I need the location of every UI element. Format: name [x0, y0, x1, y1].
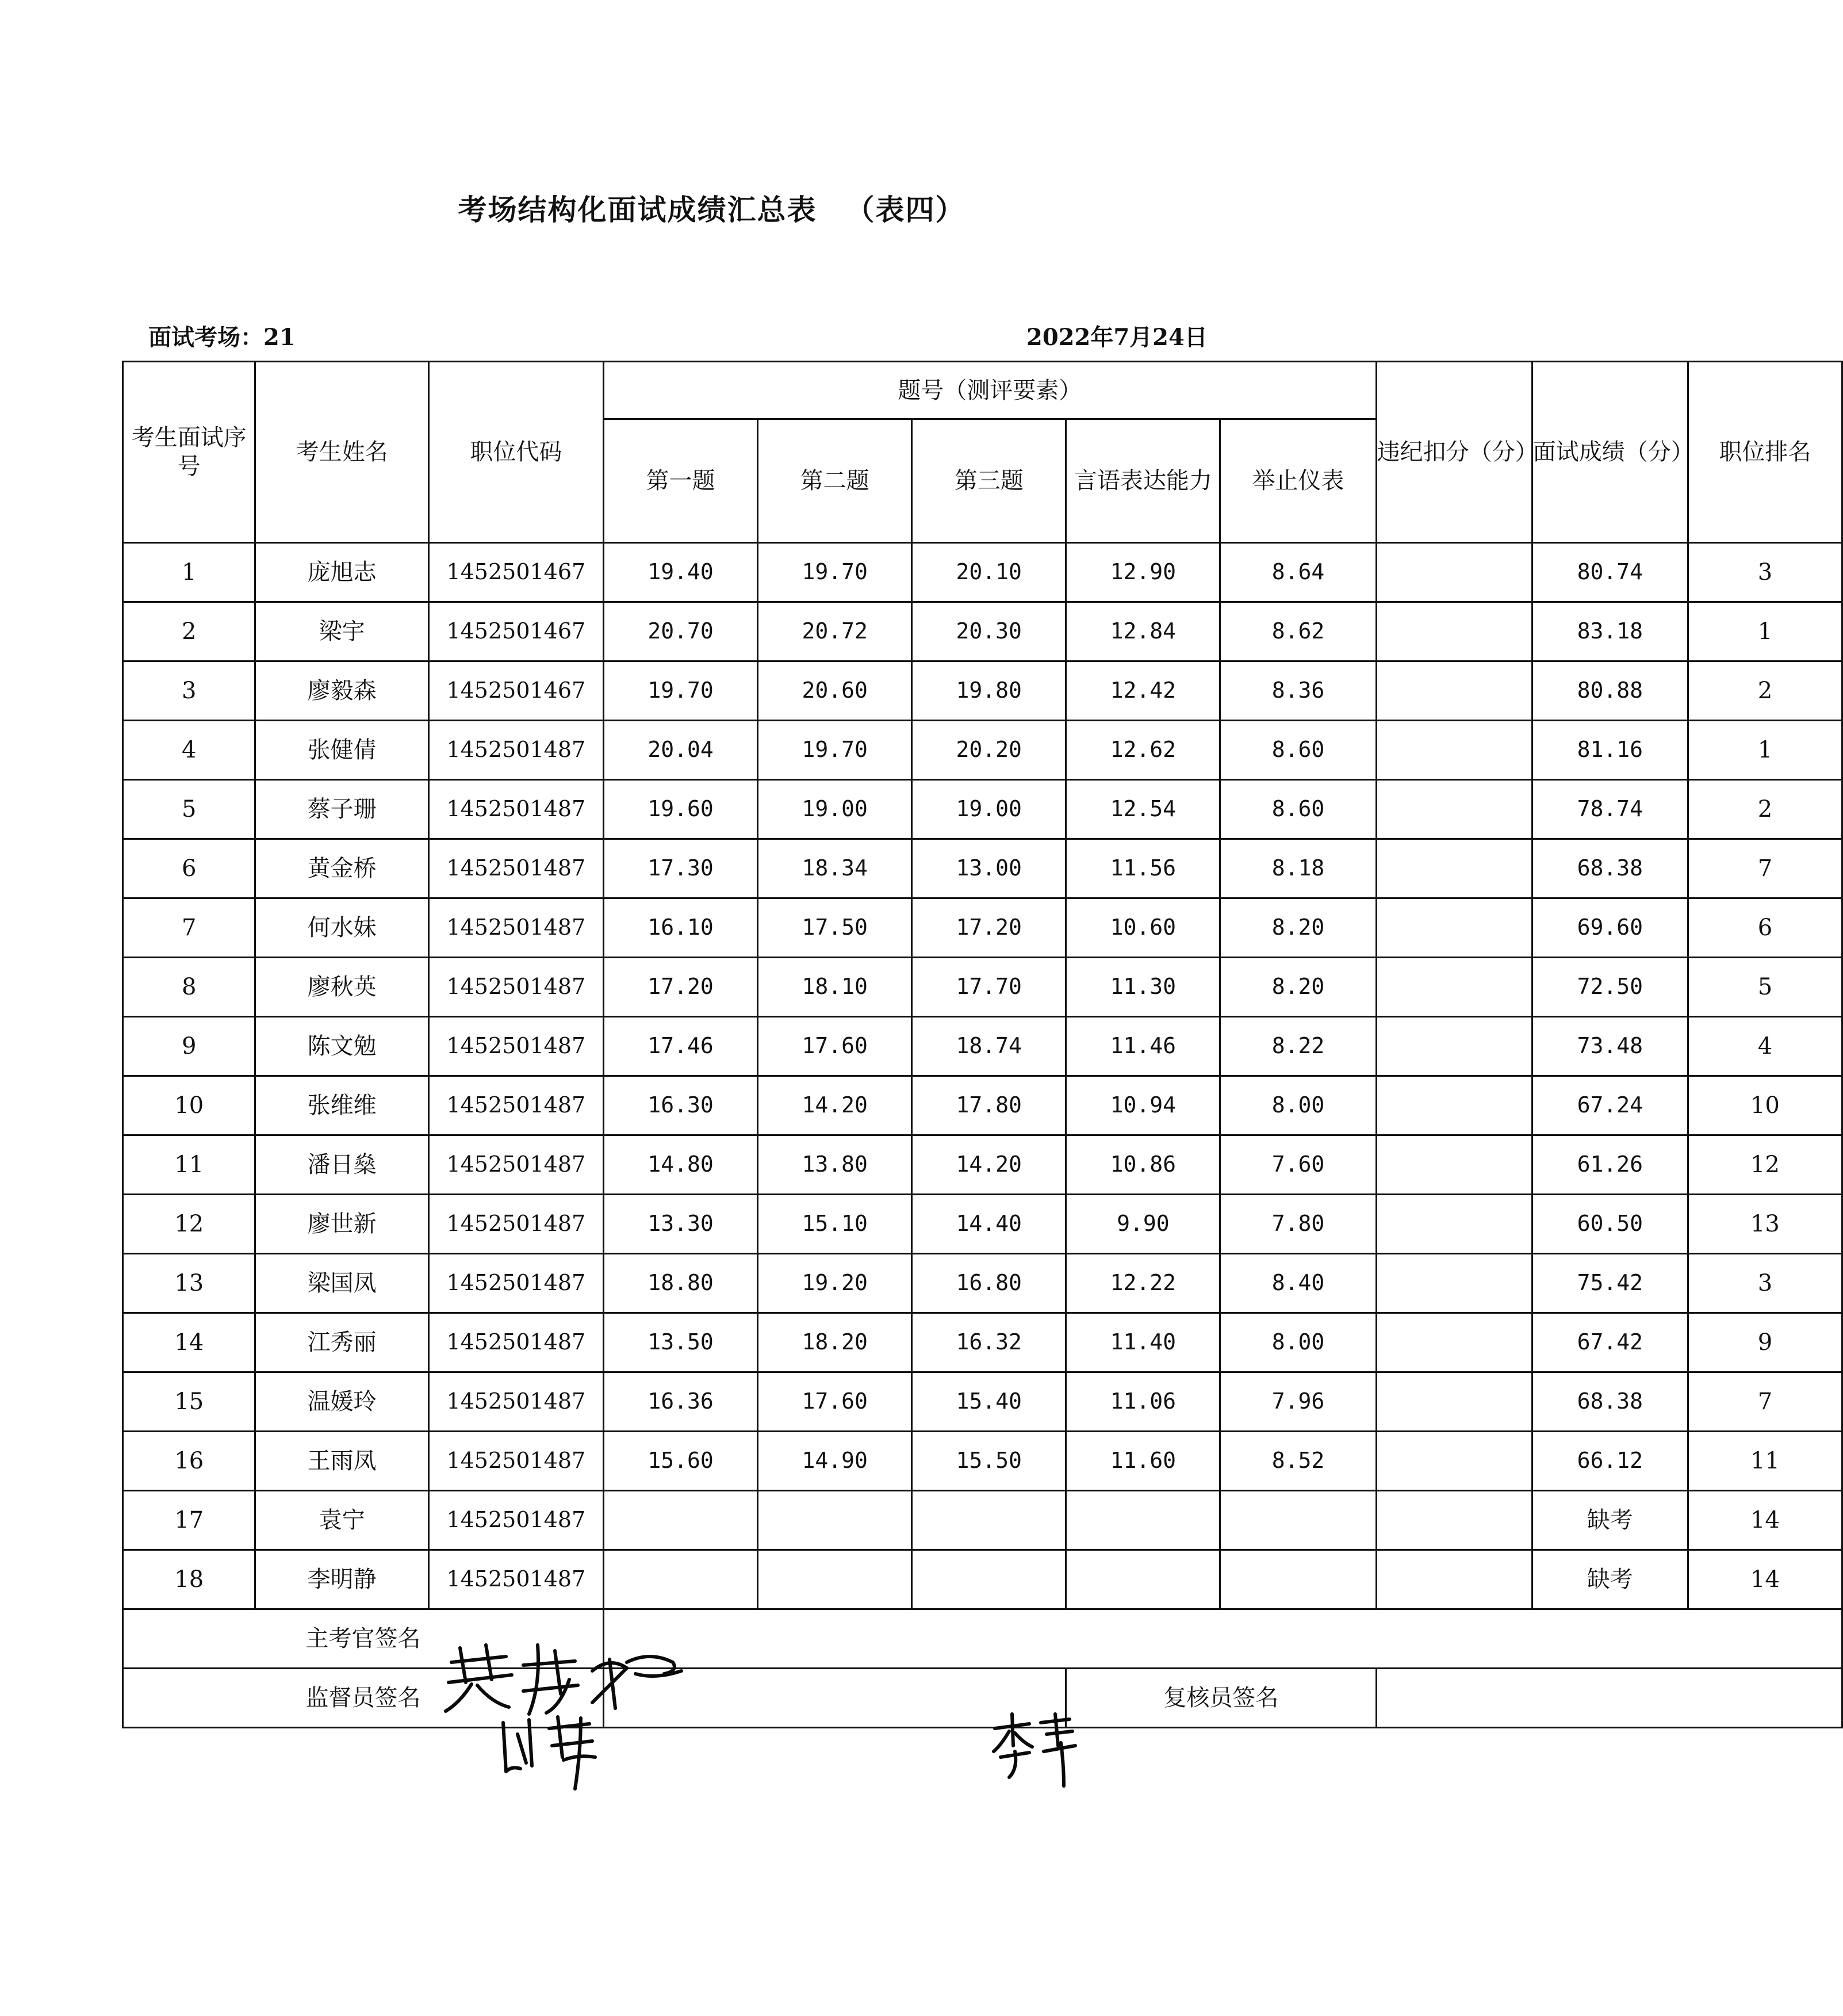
examiner-signature-label: 主考官签名 [123, 1609, 604, 1669]
cell-q3: 17.20 [912, 898, 1066, 958]
cell-manner: 7.96 [1220, 1372, 1376, 1432]
cell-rank: 7 [1688, 1372, 1842, 1432]
cell-q1: 20.70 [603, 602, 757, 661]
header-rank: 职位排名 [1688, 362, 1842, 543]
cell-manner: 8.40 [1220, 1254, 1376, 1313]
score-table-body [123, 543, 1842, 1609]
cell-q3: 14.40 [912, 1195, 1066, 1254]
cell-name: 廖世新 [255, 1195, 428, 1254]
cell-speech: 12.62 [1066, 721, 1220, 780]
cell-q1: 20.04 [603, 721, 757, 780]
cell-q2: 18.34 [758, 839, 912, 898]
cell-score: 75.42 [1532, 1254, 1688, 1313]
cell-manner: 8.22 [1220, 1017, 1376, 1076]
cell-q2: 17.60 [758, 1017, 912, 1076]
cell-speech: 9.90 [1066, 1195, 1220, 1254]
cell-manner: 8.00 [1220, 1313, 1376, 1372]
cell-position-code: 1452501487 [428, 1135, 603, 1195]
cell-deduction [1376, 898, 1532, 958]
cell-name: 黄金桥 [255, 839, 428, 898]
cell-rank: 3 [1688, 1254, 1842, 1313]
cell-q1: 16.10 [603, 898, 757, 958]
supervisor-signature-row [123, 1669, 1842, 1728]
cell-seq: 3 [123, 661, 255, 721]
cell-seq: 5 [123, 780, 255, 839]
cell-score: 67.42 [1532, 1313, 1688, 1372]
cell-position-code: 1452501487 [428, 898, 603, 958]
cell-seq: 17 [123, 1491, 255, 1550]
cell-score: 69.60 [1532, 898, 1688, 958]
examiner-signature-cell [603, 1609, 1842, 1669]
cell-speech: 12.84 [1066, 602, 1220, 661]
cell-deduction [1376, 1432, 1532, 1491]
cell-seq: 10 [123, 1076, 255, 1135]
table-row [123, 780, 1842, 839]
cell-name: 潘日燊 [255, 1135, 428, 1195]
cell-seq: 2 [123, 602, 255, 661]
cell-rank: 14 [1688, 1550, 1842, 1609]
cell-manner: 8.52 [1220, 1432, 1376, 1491]
cell-rank: 2 [1688, 661, 1842, 721]
cell-score: 68.38 [1532, 839, 1688, 898]
cell-q3 [912, 1550, 1066, 1609]
cell-deduction [1376, 780, 1532, 839]
cell-rank: 7 [1688, 839, 1842, 898]
cell-score: 80.88 [1532, 661, 1688, 721]
cell-q2: 17.50 [758, 898, 912, 958]
cell-position-code: 1452501487 [428, 1017, 603, 1076]
cell-speech: 10.94 [1066, 1076, 1220, 1135]
cell-rank: 5 [1688, 958, 1842, 1017]
cell-manner: 8.18 [1220, 839, 1376, 898]
cell-name: 何水妹 [255, 898, 428, 958]
cell-manner [1220, 1550, 1376, 1609]
title-suffix: （表四） [845, 193, 965, 227]
cell-position-code: 1452501487 [428, 1076, 603, 1135]
cell-name: 蔡子珊 [255, 780, 428, 839]
table-row [123, 1017, 1842, 1076]
cell-name: 张维维 [255, 1076, 428, 1135]
cell-manner: 8.62 [1220, 602, 1376, 661]
cell-speech: 12.90 [1066, 543, 1220, 602]
cell-q2: 19.70 [758, 721, 912, 780]
cell-rank: 12 [1688, 1135, 1842, 1195]
cell-speech: 11.46 [1066, 1017, 1220, 1076]
cell-q2: 13.80 [758, 1135, 912, 1195]
cell-score: 72.50 [1532, 958, 1688, 1017]
header-seq: 考生面试序号 [123, 362, 255, 543]
cell-name: 李明静 [255, 1550, 428, 1609]
cell-score: 73.48 [1532, 1017, 1688, 1076]
cell-seq: 4 [123, 721, 255, 780]
cell-q1 [603, 1491, 757, 1550]
header-q3: 第三题 [912, 419, 1066, 543]
cell-seq: 15 [123, 1372, 255, 1432]
cell-score: 61.26 [1532, 1135, 1688, 1195]
cell-q1: 17.46 [603, 1017, 757, 1076]
cell-seq: 14 [123, 1313, 255, 1372]
cell-deduction [1376, 1550, 1532, 1609]
cell-speech: 12.42 [1066, 661, 1220, 721]
cell-speech [1066, 1550, 1220, 1609]
cell-deduction [1376, 1195, 1532, 1254]
cell-manner: 8.60 [1220, 780, 1376, 839]
header-manner: 举止仪表 [1220, 419, 1376, 543]
examiner-signature-row [123, 1609, 1842, 1669]
cell-position-code: 1452501467 [428, 602, 603, 661]
table-row [123, 721, 1842, 780]
cell-rank: 1 [1688, 721, 1842, 780]
reviewer-signature-label: 复核员签名 [1066, 1669, 1376, 1728]
cell-q1: 13.30 [603, 1195, 757, 1254]
reviewer-signature-cell [1376, 1669, 1842, 1728]
cell-deduction [1376, 958, 1532, 1017]
cell-score: 67.24 [1532, 1076, 1688, 1135]
table-row [123, 1550, 1842, 1609]
table-row [123, 1254, 1842, 1313]
header-q1: 第一题 [603, 419, 757, 543]
cell-q1: 19.70 [603, 661, 757, 721]
title-text: 考场结构化面试成绩汇总表 [458, 193, 817, 227]
cell-rank: 10 [1688, 1076, 1842, 1135]
table-row [123, 661, 1842, 721]
table-row [123, 1432, 1842, 1491]
cell-score: 60.50 [1532, 1195, 1688, 1254]
cell-score: 66.12 [1532, 1432, 1688, 1491]
cell-q1: 16.30 [603, 1076, 757, 1135]
table-row [123, 839, 1842, 898]
table-row [123, 898, 1842, 958]
table-row [123, 1491, 1842, 1550]
supervisor-signature-cell [603, 1669, 1066, 1728]
supervisor-signature-label: 监督员签名 [123, 1669, 604, 1728]
cell-q1: 17.20 [603, 958, 757, 1017]
cell-position-code: 1452501487 [428, 1432, 603, 1491]
cell-q2: 14.20 [758, 1076, 912, 1135]
header-score: 面试成绩（分） [1532, 362, 1688, 543]
cell-position-code: 1452501487 [428, 1195, 603, 1254]
cell-deduction [1376, 543, 1532, 602]
cell-speech: 12.54 [1066, 780, 1220, 839]
table-row [123, 543, 1842, 602]
cell-deduction [1376, 602, 1532, 661]
cell-q1: 16.36 [603, 1372, 757, 1432]
cell-seq: 1 [123, 543, 255, 602]
cell-q3: 17.70 [912, 958, 1066, 1017]
cell-seq: 6 [123, 839, 255, 898]
cell-speech: 12.22 [1066, 1254, 1220, 1313]
cell-name: 王雨凤 [255, 1432, 428, 1491]
cell-name: 江秀丽 [255, 1313, 428, 1372]
cell-q3: 17.80 [912, 1076, 1066, 1135]
cell-deduction [1376, 1313, 1532, 1372]
cell-q3: 16.32 [912, 1313, 1066, 1372]
date-label: 2022年7月24日 [1026, 324, 1208, 351]
cell-manner: 7.60 [1220, 1135, 1376, 1195]
cell-score: 78.74 [1532, 780, 1688, 839]
cell-speech: 10.60 [1066, 898, 1220, 958]
table-row [123, 1076, 1842, 1135]
cell-q1 [603, 1550, 757, 1609]
cell-q2: 19.20 [758, 1254, 912, 1313]
cell-q2 [758, 1491, 912, 1550]
cell-speech: 10.86 [1066, 1135, 1220, 1195]
cell-q1: 13.50 [603, 1313, 757, 1372]
cell-q3: 19.00 [912, 780, 1066, 839]
cell-position-code: 1452501487 [428, 1254, 603, 1313]
cell-position-code: 1452501487 [428, 1372, 603, 1432]
cell-rank: 3 [1688, 543, 1842, 602]
cell-q3: 18.74 [912, 1017, 1066, 1076]
cell-q2: 19.70 [758, 543, 912, 602]
cell-manner: 8.36 [1220, 661, 1376, 721]
cell-seq: 16 [123, 1432, 255, 1491]
cell-name: 庞旭志 [255, 543, 428, 602]
page-title [0, 187, 1423, 228]
cell-score: 81.16 [1532, 721, 1688, 780]
cell-position-code: 1452501487 [428, 1491, 603, 1550]
cell-score: 68.38 [1532, 1372, 1688, 1432]
cell-rank: 2 [1688, 780, 1842, 839]
cell-manner: 8.64 [1220, 543, 1376, 602]
cell-rank: 11 [1688, 1432, 1842, 1491]
cell-position-code: 1452501487 [428, 721, 603, 780]
table-row [123, 602, 1842, 661]
cell-name: 温媛玲 [255, 1372, 428, 1432]
cell-name: 张健倩 [255, 721, 428, 780]
cell-q2: 18.20 [758, 1313, 912, 1372]
table-row [123, 1372, 1842, 1432]
cell-q2: 18.10 [758, 958, 912, 1017]
cell-deduction [1376, 1076, 1532, 1135]
cell-score: 83.18 [1532, 602, 1688, 661]
cell-q3: 19.80 [912, 661, 1066, 721]
cell-score: 缺考 [1532, 1550, 1688, 1609]
cell-q3: 15.50 [912, 1432, 1066, 1491]
cell-q3: 20.30 [912, 602, 1066, 661]
score-table [122, 361, 1843, 1728]
cell-deduction [1376, 1372, 1532, 1432]
cell-q2: 14.90 [758, 1432, 912, 1491]
cell-q2: 19.00 [758, 780, 912, 839]
cell-speech: 11.30 [1066, 958, 1220, 1017]
cell-rank: 6 [1688, 898, 1842, 958]
cell-q1: 19.40 [603, 543, 757, 602]
cell-name: 梁国凤 [255, 1254, 428, 1313]
cell-manner: 8.20 [1220, 898, 1376, 958]
cell-q1: 19.60 [603, 780, 757, 839]
cell-q3: 13.00 [912, 839, 1066, 898]
cell-deduction [1376, 1017, 1532, 1076]
header-deduction: 违纪扣分（分） [1376, 362, 1532, 543]
cell-name: 梁宇 [255, 602, 428, 661]
cell-name: 袁宁 [255, 1491, 428, 1550]
cell-seq: 9 [123, 1017, 255, 1076]
cell-score: 80.74 [1532, 543, 1688, 602]
cell-deduction [1376, 1254, 1532, 1313]
cell-rank: 13 [1688, 1195, 1842, 1254]
cell-deduction [1376, 721, 1532, 780]
cell-speech: 11.56 [1066, 839, 1220, 898]
cell-q3: 16.80 [912, 1254, 1066, 1313]
cell-q2 [758, 1550, 912, 1609]
cell-name: 廖秋英 [255, 958, 428, 1017]
cell-manner: 7.80 [1220, 1195, 1376, 1254]
cell-deduction [1376, 1135, 1532, 1195]
cell-q2: 20.72 [758, 602, 912, 661]
cell-rank: 4 [1688, 1017, 1842, 1076]
cell-manner: 8.60 [1220, 721, 1376, 780]
cell-q1: 17.30 [603, 839, 757, 898]
cell-q1: 14.80 [603, 1135, 757, 1195]
cell-q2: 20.60 [758, 661, 912, 721]
cell-seq: 13 [123, 1254, 255, 1313]
cell-deduction [1376, 1491, 1532, 1550]
cell-q3 [912, 1491, 1066, 1550]
cell-q3: 20.10 [912, 543, 1066, 602]
cell-q3: 15.40 [912, 1372, 1066, 1432]
cell-position-code: 1452501467 [428, 543, 603, 602]
cell-deduction [1376, 839, 1532, 898]
cell-position-code: 1452501467 [428, 661, 603, 721]
cell-name: 廖毅森 [255, 661, 428, 721]
header-questions-group: 题号（测评要素） [603, 362, 1376, 419]
cell-deduction [1376, 661, 1532, 721]
cell-rank: 9 [1688, 1313, 1842, 1372]
cell-name: 陈文勉 [255, 1017, 428, 1076]
cell-speech [1066, 1491, 1220, 1550]
cell-position-code: 1452501487 [428, 839, 603, 898]
cell-manner: 8.20 [1220, 958, 1376, 1017]
cell-rank: 14 [1688, 1491, 1842, 1550]
header-code: 职位代码 [428, 362, 603, 543]
header-q2: 第二题 [758, 419, 912, 543]
table-row [123, 958, 1842, 1017]
cell-q3: 20.20 [912, 721, 1066, 780]
cell-q1: 15.60 [603, 1432, 757, 1491]
cell-seq: 7 [123, 898, 255, 958]
cell-q2: 15.10 [758, 1195, 912, 1254]
cell-manner [1220, 1491, 1376, 1550]
cell-position-code: 1452501487 [428, 1550, 603, 1609]
table-row [123, 1195, 1842, 1254]
cell-speech: 11.06 [1066, 1372, 1220, 1432]
cell-speech: 11.60 [1066, 1432, 1220, 1491]
table-row [123, 1313, 1842, 1372]
cell-seq: 11 [123, 1135, 255, 1195]
cell-speech: 11.40 [1066, 1313, 1220, 1372]
venue-label: 面试考场：21 [148, 324, 296, 351]
cell-rank: 1 [1688, 602, 1842, 661]
cell-position-code: 1452501487 [428, 1313, 603, 1372]
cell-q2: 17.60 [758, 1372, 912, 1432]
cell-position-code: 1452501487 [428, 780, 603, 839]
cell-q1: 18.80 [603, 1254, 757, 1313]
header-name: 考生姓名 [255, 362, 428, 543]
cell-seq: 8 [123, 958, 255, 1017]
table-row [123, 1135, 1842, 1195]
cell-position-code: 1452501487 [428, 958, 603, 1017]
cell-seq: 12 [123, 1195, 255, 1254]
header-speech: 言语表达能力 [1066, 419, 1220, 543]
cell-score: 缺考 [1532, 1491, 1688, 1550]
cell-q3: 14.20 [912, 1135, 1066, 1195]
cell-manner: 8.00 [1220, 1076, 1376, 1135]
cell-seq: 18 [123, 1550, 255, 1609]
